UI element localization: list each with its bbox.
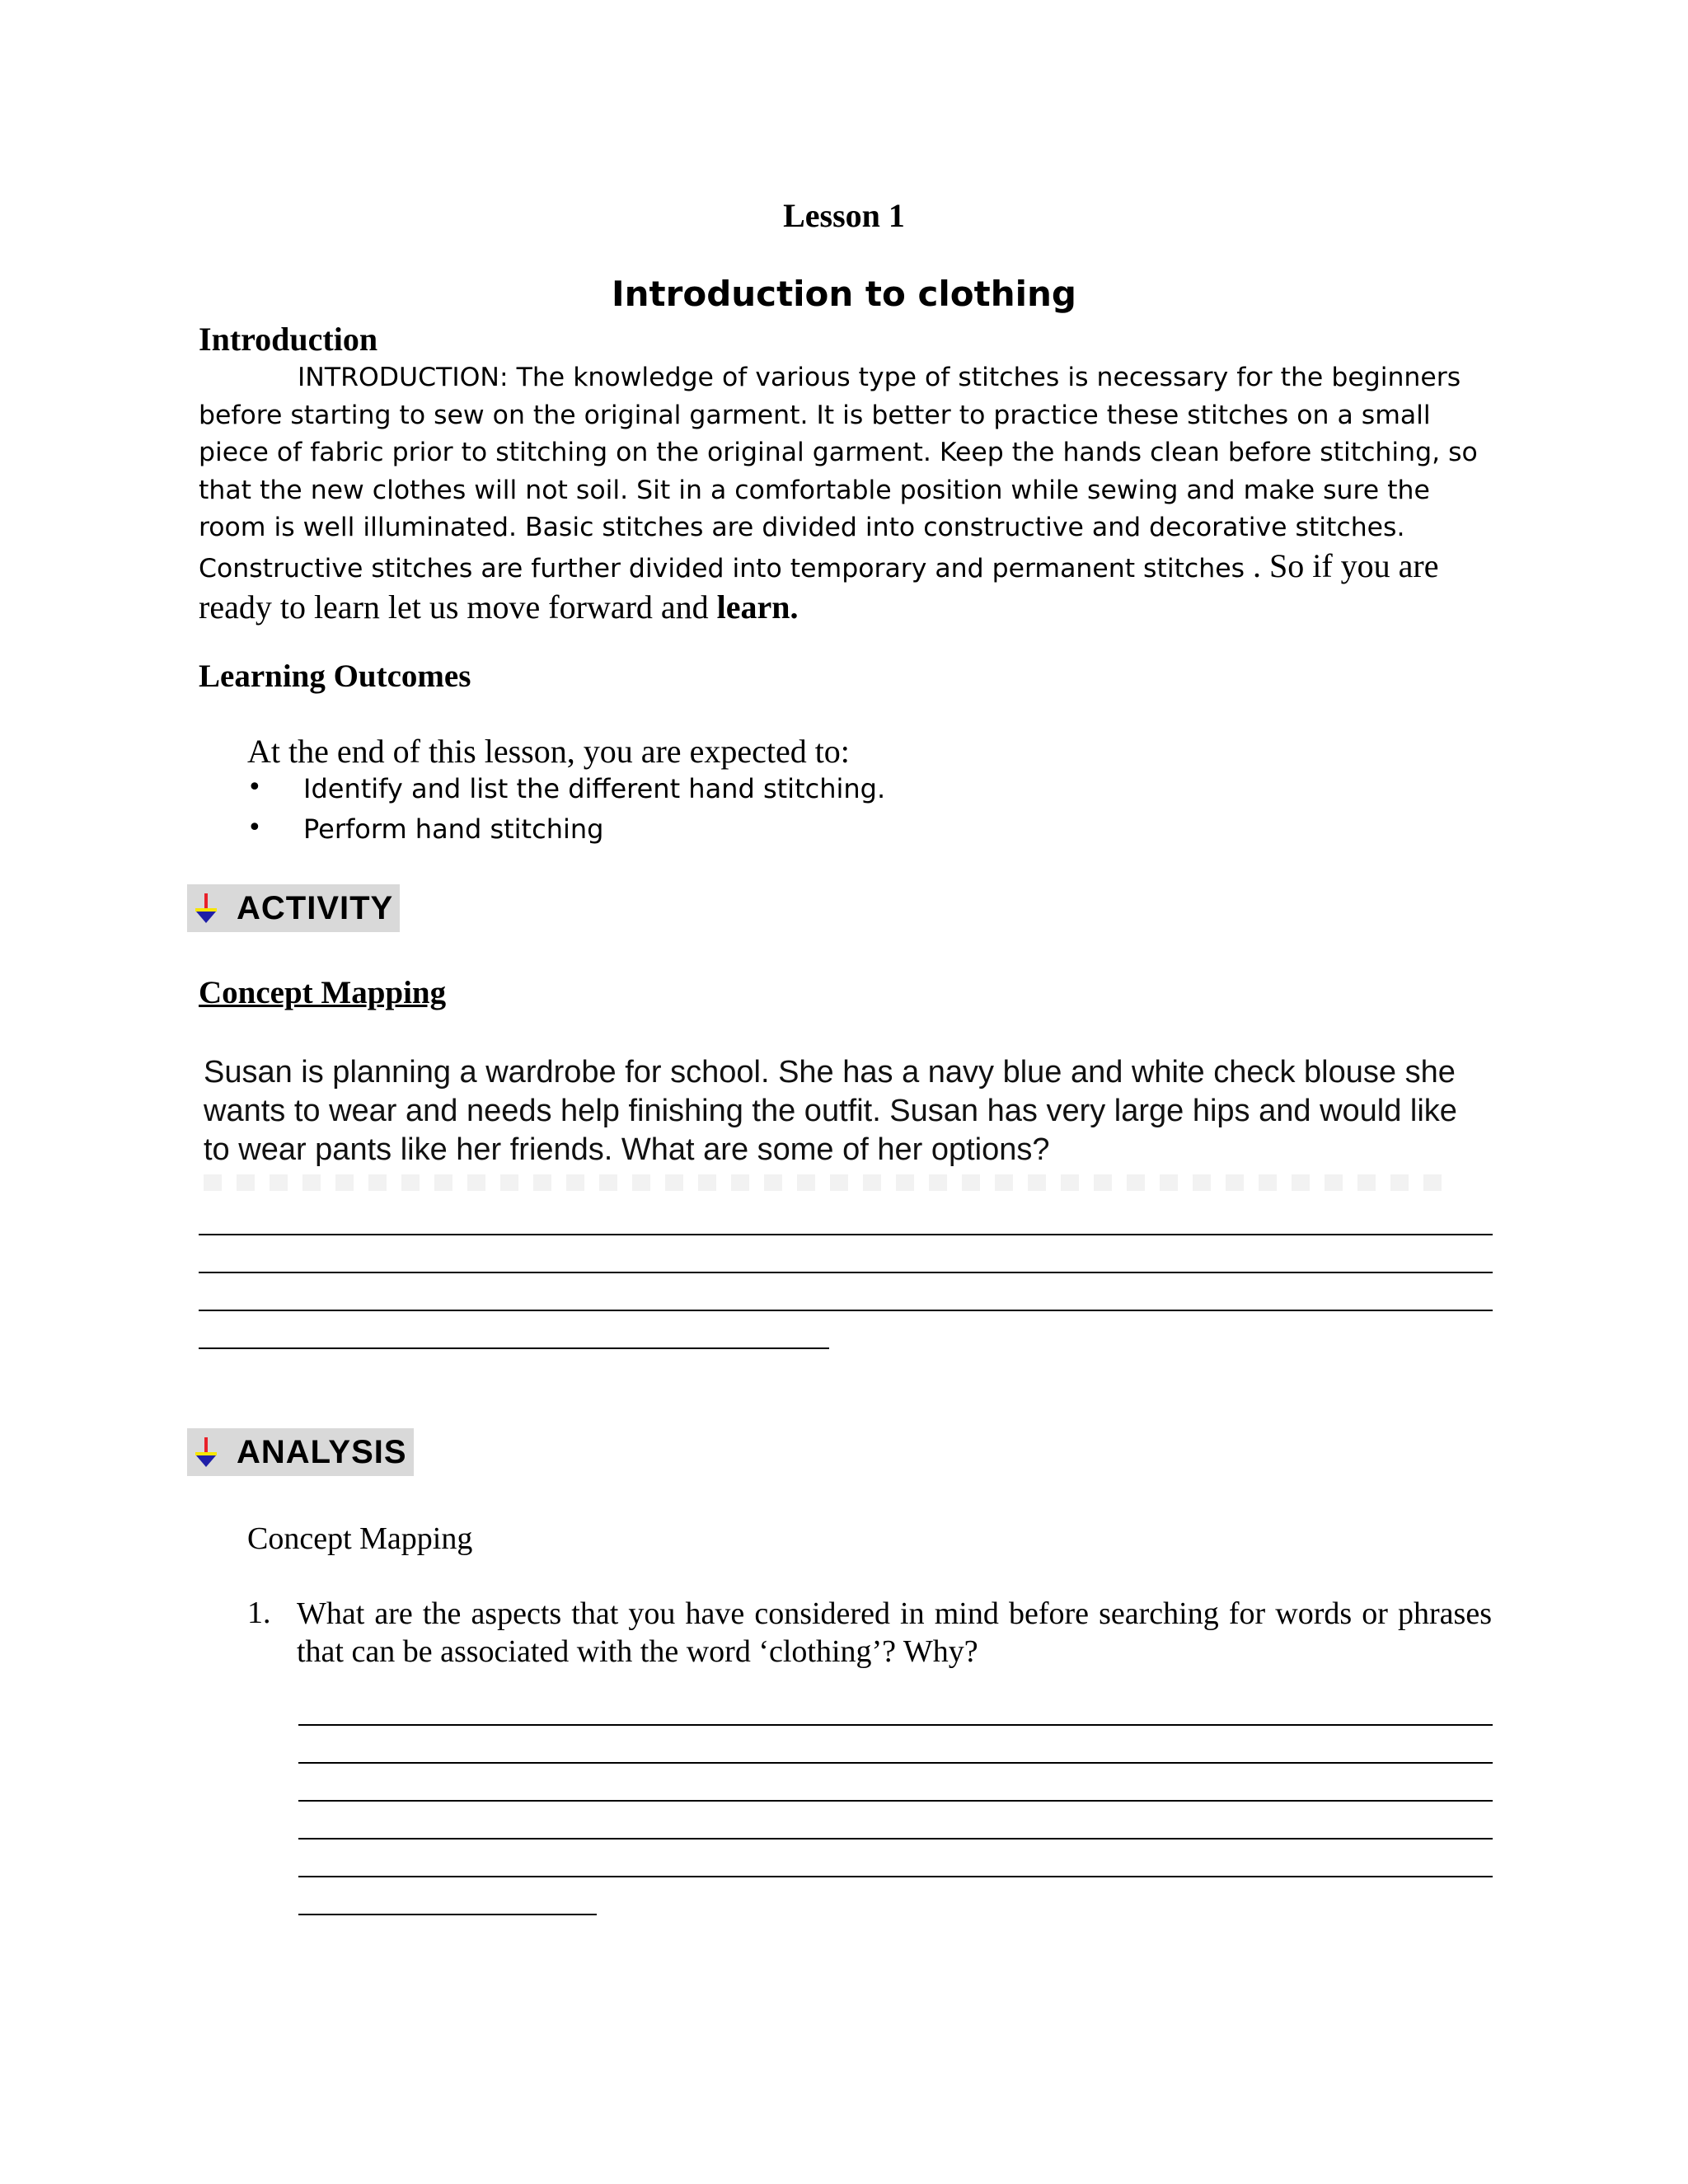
answer-line[interactable] [199,1310,1493,1311]
intro-tail: . So if you are ready to learn let us move forward and [199,546,1439,626]
down-arrow-icon [192,1436,220,1469]
answer-line[interactable] [298,1762,1493,1764]
bullet-icon: • [247,813,262,842]
bullet-icon: • [247,773,262,802]
scan-artifact [204,1174,1456,1191]
outcomes-lead: At the end of this lesson, you are expected to: [247,733,850,770]
question-text: What are the aspects that you have considered in mind before searching for words or phrases that can be associated with the word ‘clothing’? Why? [297,1596,1492,1669]
analysis-subheading: Concept Mapping [247,1521,473,1556]
outcome-text: Identify and list the different hand stitching. [303,773,886,804]
concept-mapping-heading: Concept Mapping [199,975,447,1010]
intro-paragraph [199,359,1493,629]
question-number: 1. [247,1596,271,1630]
intro-heading: Introduction [199,321,378,358]
answer-line[interactable] [298,1838,1493,1840]
page-title: Introduction to clothing [612,274,1076,314]
analysis-label: ANALYSIS [237,1433,407,1470]
outcome-text: Perform hand stitching [303,813,604,845]
analysis-section-tag [187,1428,414,1476]
answer-line[interactable] [298,1876,1493,1877]
intro-text: INTRODUCTION: The knowledge of various type of stitches is necessary for the beginners before starting to sew on the original garment. It is better to practice these stitches on a small piece of fabric prior to stitching on the original garment. Keep the hands clean before stitching, so that the new clothes will not soil. Sit in a comfortable position while sewing and make sure the room is well illuminated. Basic stitches are divided into constructive and decorative stitches. Constructive stitches are further divided into temporary and permanent stitches [199,363,1478,583]
answer-line[interactable] [199,1272,1493,1273]
answer-line[interactable] [298,1914,597,1915]
outcomes-heading: Learning Outcomes [199,658,471,694]
scenario-text: Susan is planning a wardrobe for school. She has a navy blue and white check blouse she wants to wear and needs help finishing the outfit. Susan has very large hips and would like to wear pants like her friends. What are some of her options? [204,1055,1457,1167]
lesson-label: Lesson 1 [783,197,905,234]
activity-section-tag [187,884,400,932]
activity-label: ACTIVITY [237,889,394,926]
answer-line[interactable] [298,1724,1493,1726]
answer-line[interactable] [199,1234,1493,1235]
intro-tail-bold: learn. [716,588,799,626]
down-arrow-icon [192,892,220,925]
answer-line[interactable] [199,1347,829,1349]
answer-line[interactable] [298,1800,1493,1802]
